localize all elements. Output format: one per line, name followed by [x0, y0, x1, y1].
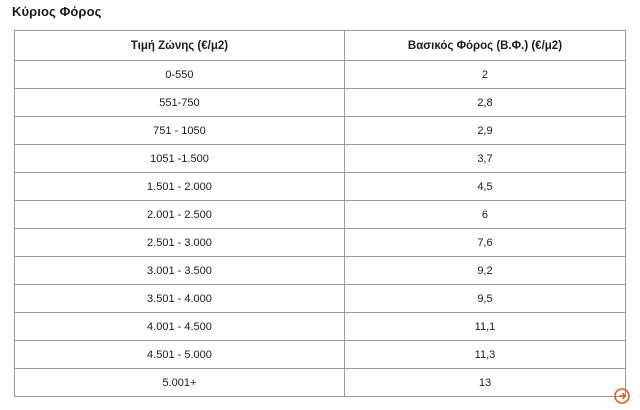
- cell-basic-tax: 13: [344, 369, 625, 397]
- cell-zone-value: 4.001 - 4.500: [15, 313, 345, 341]
- cell-basic-tax: 11,3: [344, 341, 625, 369]
- page-title: Κύριος Φόρος: [12, 4, 102, 19]
- table-row: [15, 173, 626, 201]
- column-header-zone-value: Τιμή Ζώνης (€/μ2): [15, 31, 345, 61]
- table-row: [15, 313, 626, 341]
- table-row: [15, 369, 626, 397]
- cell-zone-value: 2.501 - 3.000: [15, 229, 345, 257]
- cell-zone-value: 3.501 - 4.000: [15, 285, 345, 313]
- cell-basic-tax: 11,1: [344, 313, 625, 341]
- cell-basic-tax: 2,9: [344, 117, 625, 145]
- table-row: [15, 341, 626, 369]
- cell-zone-value: 0-550: [15, 61, 345, 89]
- cell-zone-value: 1.501 - 2.000: [15, 173, 345, 201]
- table-row: [15, 285, 626, 313]
- table-row: [15, 257, 626, 285]
- cell-basic-tax: 9,2: [344, 257, 625, 285]
- column-header-basic-tax: Βασικός Φόρος (Β.Φ.) (€/μ2): [344, 31, 625, 61]
- table-row: [15, 117, 626, 145]
- cell-basic-tax: 9,5: [344, 285, 625, 313]
- cell-basic-tax: 4,5: [344, 173, 625, 201]
- table-row: [15, 145, 626, 173]
- cell-zone-value: 551-750: [15, 89, 345, 117]
- tax-table-container: [14, 30, 626, 397]
- table-header-row: [15, 31, 626, 61]
- cell-zone-value: 4.501 - 5.000: [15, 341, 345, 369]
- cell-basic-tax: 6: [344, 201, 625, 229]
- cell-zone-value: 3.001 - 3.500: [15, 257, 345, 285]
- circle-arrow-icon[interactable]: [614, 388, 630, 404]
- table-row: [15, 201, 626, 229]
- table-row: [15, 229, 626, 257]
- cell-basic-tax: 3,7: [344, 145, 625, 173]
- cell-basic-tax: 7,6: [344, 229, 625, 257]
- tax-table: [14, 30, 626, 397]
- cell-basic-tax: 2: [344, 61, 625, 89]
- cell-zone-value: 5.001+: [15, 369, 345, 397]
- table-row: [15, 61, 626, 89]
- cell-basic-tax: 2,8: [344, 89, 625, 117]
- table-body: [15, 61, 626, 397]
- cell-zone-value: 2.001 - 2.500: [15, 201, 345, 229]
- table-row: [15, 89, 626, 117]
- cell-zone-value: 1051 -1.500: [15, 145, 345, 173]
- cell-zone-value: 751 - 1050: [15, 117, 345, 145]
